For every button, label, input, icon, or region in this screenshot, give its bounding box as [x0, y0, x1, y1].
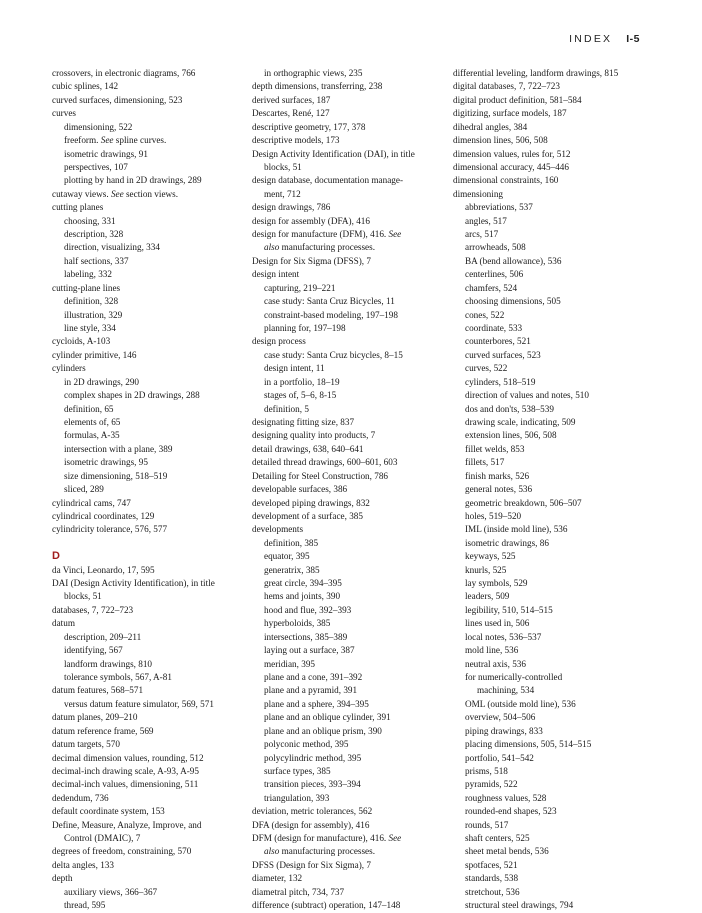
index-entry: datum features, 568–571 — [52, 685, 144, 696]
index-entry: default coordinate system, 153 — [52, 806, 165, 817]
letter-heading: D — [52, 550, 60, 563]
index-entry: detailed thread drawings, 600–601, 603 — [252, 457, 398, 468]
index-entry: delta angles, 133 — [52, 859, 114, 870]
index-entry: dihedral angles, 384 — [453, 121, 528, 132]
index-subentry: curved surfaces, 523 — [465, 349, 541, 360]
index-entry: crossovers, in electronic diagrams, 766 — [52, 68, 196, 78]
index-entry: decimal dimension values, rounding, 512 — [52, 752, 204, 763]
index-subentry: finish marks, 526 — [465, 470, 530, 481]
index-subentry: formulas, A-35 — [64, 430, 120, 441]
index-entry: Descartes, René, 127 — [252, 108, 330, 119]
index-subentry: prisms, 518 — [465, 765, 508, 776]
index-entry: DAI (Design Activity Identification), in title — [52, 578, 215, 589]
index-entry: development of a surface, 385 — [252, 510, 363, 521]
index-entry: design process — [252, 336, 306, 347]
index-subentry: transition pieces, 393–394 — [264, 779, 361, 790]
index-subentry: knurls, 525 — [465, 564, 507, 575]
index-entry: digital databases, 7, 722–723 — [453, 81, 560, 92]
index-subentry: rounded-end shapes, 523 — [465, 806, 557, 817]
index-entry: Design for Six Sigma (DFSS), 7 — [252, 255, 371, 266]
index-continuation: Control (DMAIC), 7 — [64, 833, 141, 844]
index-entry: cycloids, A-103 — [52, 336, 111, 347]
index-subentry: BA (bend allowance), 536 — [465, 255, 562, 266]
index-subentry: structural steel drawings, 794 — [465, 900, 574, 911]
index-subentry: illustration, 329 — [64, 309, 123, 320]
index-entry: cylinders — [52, 363, 86, 374]
index-subentry: polyconic method, 395 — [264, 739, 349, 750]
index-entry: datum reference frame, 569 — [52, 725, 154, 736]
index-column-2 — [252, 67, 447, 913]
index-subentry: direction of values and notes, 510 — [465, 390, 589, 401]
index-subentry: rounds, 517 — [465, 819, 509, 830]
index-entry: developed piping drawings, 832 — [252, 497, 370, 508]
index-subentry: shaft centers, 525 — [465, 833, 530, 844]
index-entry: curves — [52, 108, 76, 119]
index-continuation: also manufacturing processes. — [264, 846, 375, 857]
index-subentry: overview, 504–506 — [465, 712, 536, 723]
index-subentry: plane and a pyramid, 391 — [264, 685, 358, 696]
index-subentry: angles, 517 — [465, 215, 507, 226]
index-subentry: leaders, 509 — [465, 591, 510, 602]
index-subentry: piping drawings, 833 — [465, 725, 543, 736]
index-subentry: case study: Santa Cruz Bicycles, 11 — [264, 296, 395, 307]
index-subentry: great circle, 394–395 — [264, 578, 342, 589]
index-entry: Detailing for Steel Construction, 786 — [252, 470, 389, 481]
index-subentry: counterbores, 521 — [465, 336, 531, 347]
index-subentry: equator, 395 — [264, 551, 310, 562]
running-header — [569, 33, 640, 45]
index-entry: cylinder primitive, 146 — [52, 349, 137, 360]
index-subentry: definition, 5 — [264, 403, 309, 414]
index-subentry: generatrix, 385 — [264, 564, 320, 575]
index-subentry: auxiliary views, 366–367 — [64, 886, 158, 897]
index-subentry: triangulation, 393 — [264, 792, 330, 803]
index-subentry: stages of, 5–6, 8-15 — [264, 390, 337, 401]
index-entry: cutting planes — [52, 202, 104, 213]
index-entry: design for manufacture (DFM), 416. See — [252, 229, 402, 240]
index-subentry: lines used in, 506 — [465, 618, 530, 629]
index-subentry: placing dimensions, 505, 514–515 — [465, 739, 592, 750]
index-entry: curved surfaces, dimensioning, 523 — [52, 94, 183, 105]
index-subentry: OML (outside mold line), 536 — [465, 698, 576, 709]
index-subentry: freeform. See spline curves. — [64, 135, 167, 146]
index-subentry: stretchout, 536 — [465, 886, 520, 897]
index-entry: descriptive models, 173 — [252, 135, 340, 146]
index-subentry: surface types, 385 — [264, 765, 331, 776]
index-entry: databases, 7, 722–723 — [52, 604, 134, 615]
index-subentry: constraint-based modeling, 197–198 — [264, 309, 398, 320]
index-subentry: curves, 522 — [465, 363, 508, 374]
index-subentry: sheet metal bends, 536 — [465, 846, 549, 857]
index-subentry: fillets, 517 — [465, 457, 505, 468]
index-entry: derived surfaces, 187 — [252, 94, 331, 105]
index-subentry: dimensioning, 522 — [64, 121, 133, 132]
index-entry: depth dimensions, transferring, 238 — [252, 81, 383, 92]
index-entry: datum planes, 209–210 — [52, 712, 138, 723]
index-entry: decimal-inch drawing scale, A-93, A-95 — [52, 765, 199, 776]
index-subentry: description, 209–211 — [64, 631, 142, 642]
index-subentry: plane and a cone, 391–392 — [264, 671, 363, 682]
index-subentry: isometric drawings, 95 — [64, 457, 148, 468]
index-entry: Define, Measure, Analyze, Improve, and — [52, 819, 202, 830]
index-subentry: local notes, 536–537 — [465, 631, 542, 642]
index-subentry: line style, 334 — [64, 323, 116, 334]
index-entry: dimension lines, 506, 508 — [453, 135, 548, 146]
index-subentry: drawing scale, indicating, 509 — [465, 416, 576, 427]
index-subentry: choosing dimensions, 505 — [465, 296, 561, 307]
index-subentry: centerlines, 506 — [465, 269, 524, 280]
index-subentry: hems and joints, 390 — [264, 591, 341, 602]
index-entry: diameter, 132 — [252, 873, 303, 884]
section-title: INDEX — [569, 33, 613, 45]
index-entry: deviation, metric tolerances, 562 — [252, 806, 373, 817]
index-subentry: polycylindric method, 395 — [264, 752, 362, 763]
index-entry: cutaway views. See section views. — [52, 188, 179, 199]
index-subentry: abbreviations, 537 — [465, 202, 533, 213]
index-entry: developments — [252, 524, 304, 535]
index-entry: degrees of freedom, constraining, 570 — [52, 846, 192, 857]
index-subentry: general notes, 536 — [465, 484, 533, 495]
index-subentry: IML (inside mold line), 536 — [465, 524, 568, 535]
index-subentry: thread, 595 — [64, 900, 106, 911]
index-subentry: description, 328 — [64, 229, 124, 240]
index-column-1 — [52, 67, 242, 913]
index-entry: Design Activity Identification (DAI), in title — [252, 148, 415, 159]
index-subentry: holes, 519–520 — [465, 510, 522, 521]
index-subentry: planning for, 197–198 — [264, 323, 346, 334]
index-entry: digitizing, surface models, 187 — [453, 108, 567, 119]
index-subentry: arcs, 517 — [465, 229, 499, 240]
index-subentry: pyramids, 522 — [465, 779, 518, 790]
index-subentry: cylinders, 518–519 — [465, 376, 536, 387]
index-entry: dimensional accuracy, 445–446 — [453, 161, 569, 172]
index-entry: cylindrical coordinates, 129 — [52, 510, 155, 521]
index-entry: design intent — [252, 269, 300, 280]
index-column-3 — [453, 67, 653, 913]
index-entry: datum — [52, 618, 75, 629]
index-entry: designating fitting size, 837 — [252, 416, 355, 427]
index-subentry: chamfers, 524 — [465, 282, 518, 293]
index-subentry: legibility, 510, 514–515 — [465, 604, 553, 615]
index-subentry: in 2D drawings, 290 — [64, 376, 140, 387]
index-entry: dimensioning — [453, 188, 504, 199]
index-subentry: complex shapes in 2D drawings, 288 — [64, 390, 200, 401]
index-subentry: plane and a sphere, 394–395 — [264, 698, 369, 709]
index-entry: design for assembly (DFA), 416 — [252, 215, 370, 226]
index-subentry: choosing, 331 — [64, 215, 116, 226]
index-subentry: definition, 328 — [64, 296, 119, 307]
index-entry: dimension values, rules for, 512 — [453, 148, 571, 159]
index-continuation: ment, 712 — [264, 188, 301, 199]
index-entry: DFSS (Design for Six Sigma), 7 — [252, 859, 371, 870]
index-entry: designing quality into products, 7 — [252, 430, 376, 441]
index-entry: decimal-inch values, dimensioning, 511 — [52, 779, 199, 790]
index-subentry: identifying, 567 — [64, 645, 123, 656]
index-subentry: arrowheads, 508 — [465, 242, 526, 253]
index-subentry: dos and don'ts, 538–539 — [465, 403, 554, 414]
index-subentry: standards, 538 — [465, 873, 519, 884]
index-entry: design drawings, 786 — [252, 202, 331, 213]
index-entry: digital product definition, 581–584 — [453, 94, 582, 105]
index-subentry: versus datum feature simulator, 569, 571 — [64, 698, 214, 709]
index-entry: DFA (design for assembly), 416 — [252, 819, 370, 830]
index-subentry: perspectives, 107 — [64, 161, 128, 172]
index-subentry: hyperboloids, 385 — [264, 618, 331, 629]
index-entry: dedendum, 736 — [52, 792, 109, 803]
index-subentry: landform drawings, 810 — [64, 658, 153, 669]
index-subentry: cones, 522 — [465, 309, 505, 320]
index-subentry: neutral axis, 536 — [465, 658, 526, 669]
index-subentry: plane and an oblique cylinder, 391 — [264, 712, 391, 723]
index-subentry: geometric breakdown, 506–507 — [465, 497, 582, 508]
index-entry: DFM (design for manufacture), 416. See — [252, 833, 402, 844]
index-continuation: blocks, 51 — [64, 591, 102, 602]
index-entry: dimensional constraints, 160 — [453, 175, 559, 186]
index-subentry: in orthographic views, 235 — [264, 68, 363, 78]
index-subentry: meridian, 395 — [264, 658, 316, 669]
index-continuation: machining, 534 — [477, 685, 535, 696]
index-subentry: extension lines, 506, 508 — [465, 430, 557, 441]
index-subentry: spotfaces, 521 — [465, 859, 518, 870]
index-subentry: roughness values, 528 — [465, 792, 547, 803]
index-continuation: also manufacturing processes. — [264, 242, 375, 253]
index-subentry: keyways, 525 — [465, 551, 516, 562]
index-entry: cylindrical cams, 747 — [52, 497, 131, 508]
index-entry: datum targets, 570 — [52, 739, 120, 750]
index-entry: differential leveling, landform drawings, 815 — [453, 68, 619, 78]
index-entry: cylindricity tolerance, 576, 577 — [52, 524, 168, 535]
index-continuation: blocks, 51 — [264, 161, 302, 172]
index-subentry: definition, 385 — [264, 537, 319, 548]
index-subentry: labeling, 332 — [64, 269, 112, 280]
index-subentry: for numerically-controlled — [465, 671, 563, 682]
index-subentry: tolerance symbols, 567, A-81 — [64, 671, 172, 682]
index-subentry: plotting by hand in 2D drawings, 289 — [64, 175, 202, 186]
index-entry: difference (subtract) operation, 147–148 — [252, 900, 401, 911]
index-subentry: capturing, 219–221 — [264, 282, 336, 293]
index-subentry: plane and an oblique prism, 390 — [264, 725, 382, 736]
index-subentry: design intent, 11 — [264, 363, 325, 374]
index-entry: design database, documentation manage- — [252, 175, 404, 186]
index-subentry: isometric drawings, 86 — [465, 537, 549, 548]
index-entry: detail drawings, 638, 640–641 — [252, 443, 364, 454]
index-entry: diametral pitch, 734, 737 — [252, 886, 345, 897]
page-number: I-5 — [626, 33, 640, 45]
index-subentry: coordinate, 533 — [465, 323, 523, 334]
index-subentry: half sections, 337 — [64, 255, 129, 266]
index-subentry: isometric drawings, 91 — [64, 148, 148, 159]
index-subentry: in a portfolio, 18–19 — [264, 376, 340, 387]
spacer — [52, 537, 242, 550]
index-subentry: intersections, 385–389 — [264, 631, 348, 642]
index-subentry: hood and flue, 392–393 — [264, 604, 352, 615]
index-subentry: lay symbols, 529 — [465, 578, 528, 589]
index-subentry: elements of, 65 — [64, 416, 121, 427]
index-entry: cubic splines, 142 — [52, 81, 119, 92]
index-subentry: size dimensioning, 518–519 — [64, 470, 168, 481]
index-subentry: direction, visualizing, 334 — [64, 242, 160, 253]
index-entry: cutting-plane lines — [52, 282, 121, 293]
index-subentry: portfolio, 541–542 — [465, 752, 534, 763]
index-subentry: mold line, 536 — [465, 645, 519, 656]
index-entry: depth — [52, 873, 73, 884]
index-subentry: definition, 65 — [64, 403, 114, 414]
index-entry: descriptive geometry, 177, 378 — [252, 121, 366, 132]
index-subentry: case study: Santa Cruz bicycles, 8–15 — [264, 349, 403, 360]
index-entry: da Vinci, Leonardo, 17, 595 — [52, 564, 155, 575]
index-subentry: fillet welds, 853 — [465, 443, 525, 454]
index-entry: developable surfaces, 386 — [252, 484, 348, 495]
index-subentry: sliced, 289 — [64, 484, 104, 495]
index-subentry: intersection with a plane, 389 — [64, 443, 173, 454]
index-subentry: laying out a surface, 387 — [264, 645, 355, 656]
